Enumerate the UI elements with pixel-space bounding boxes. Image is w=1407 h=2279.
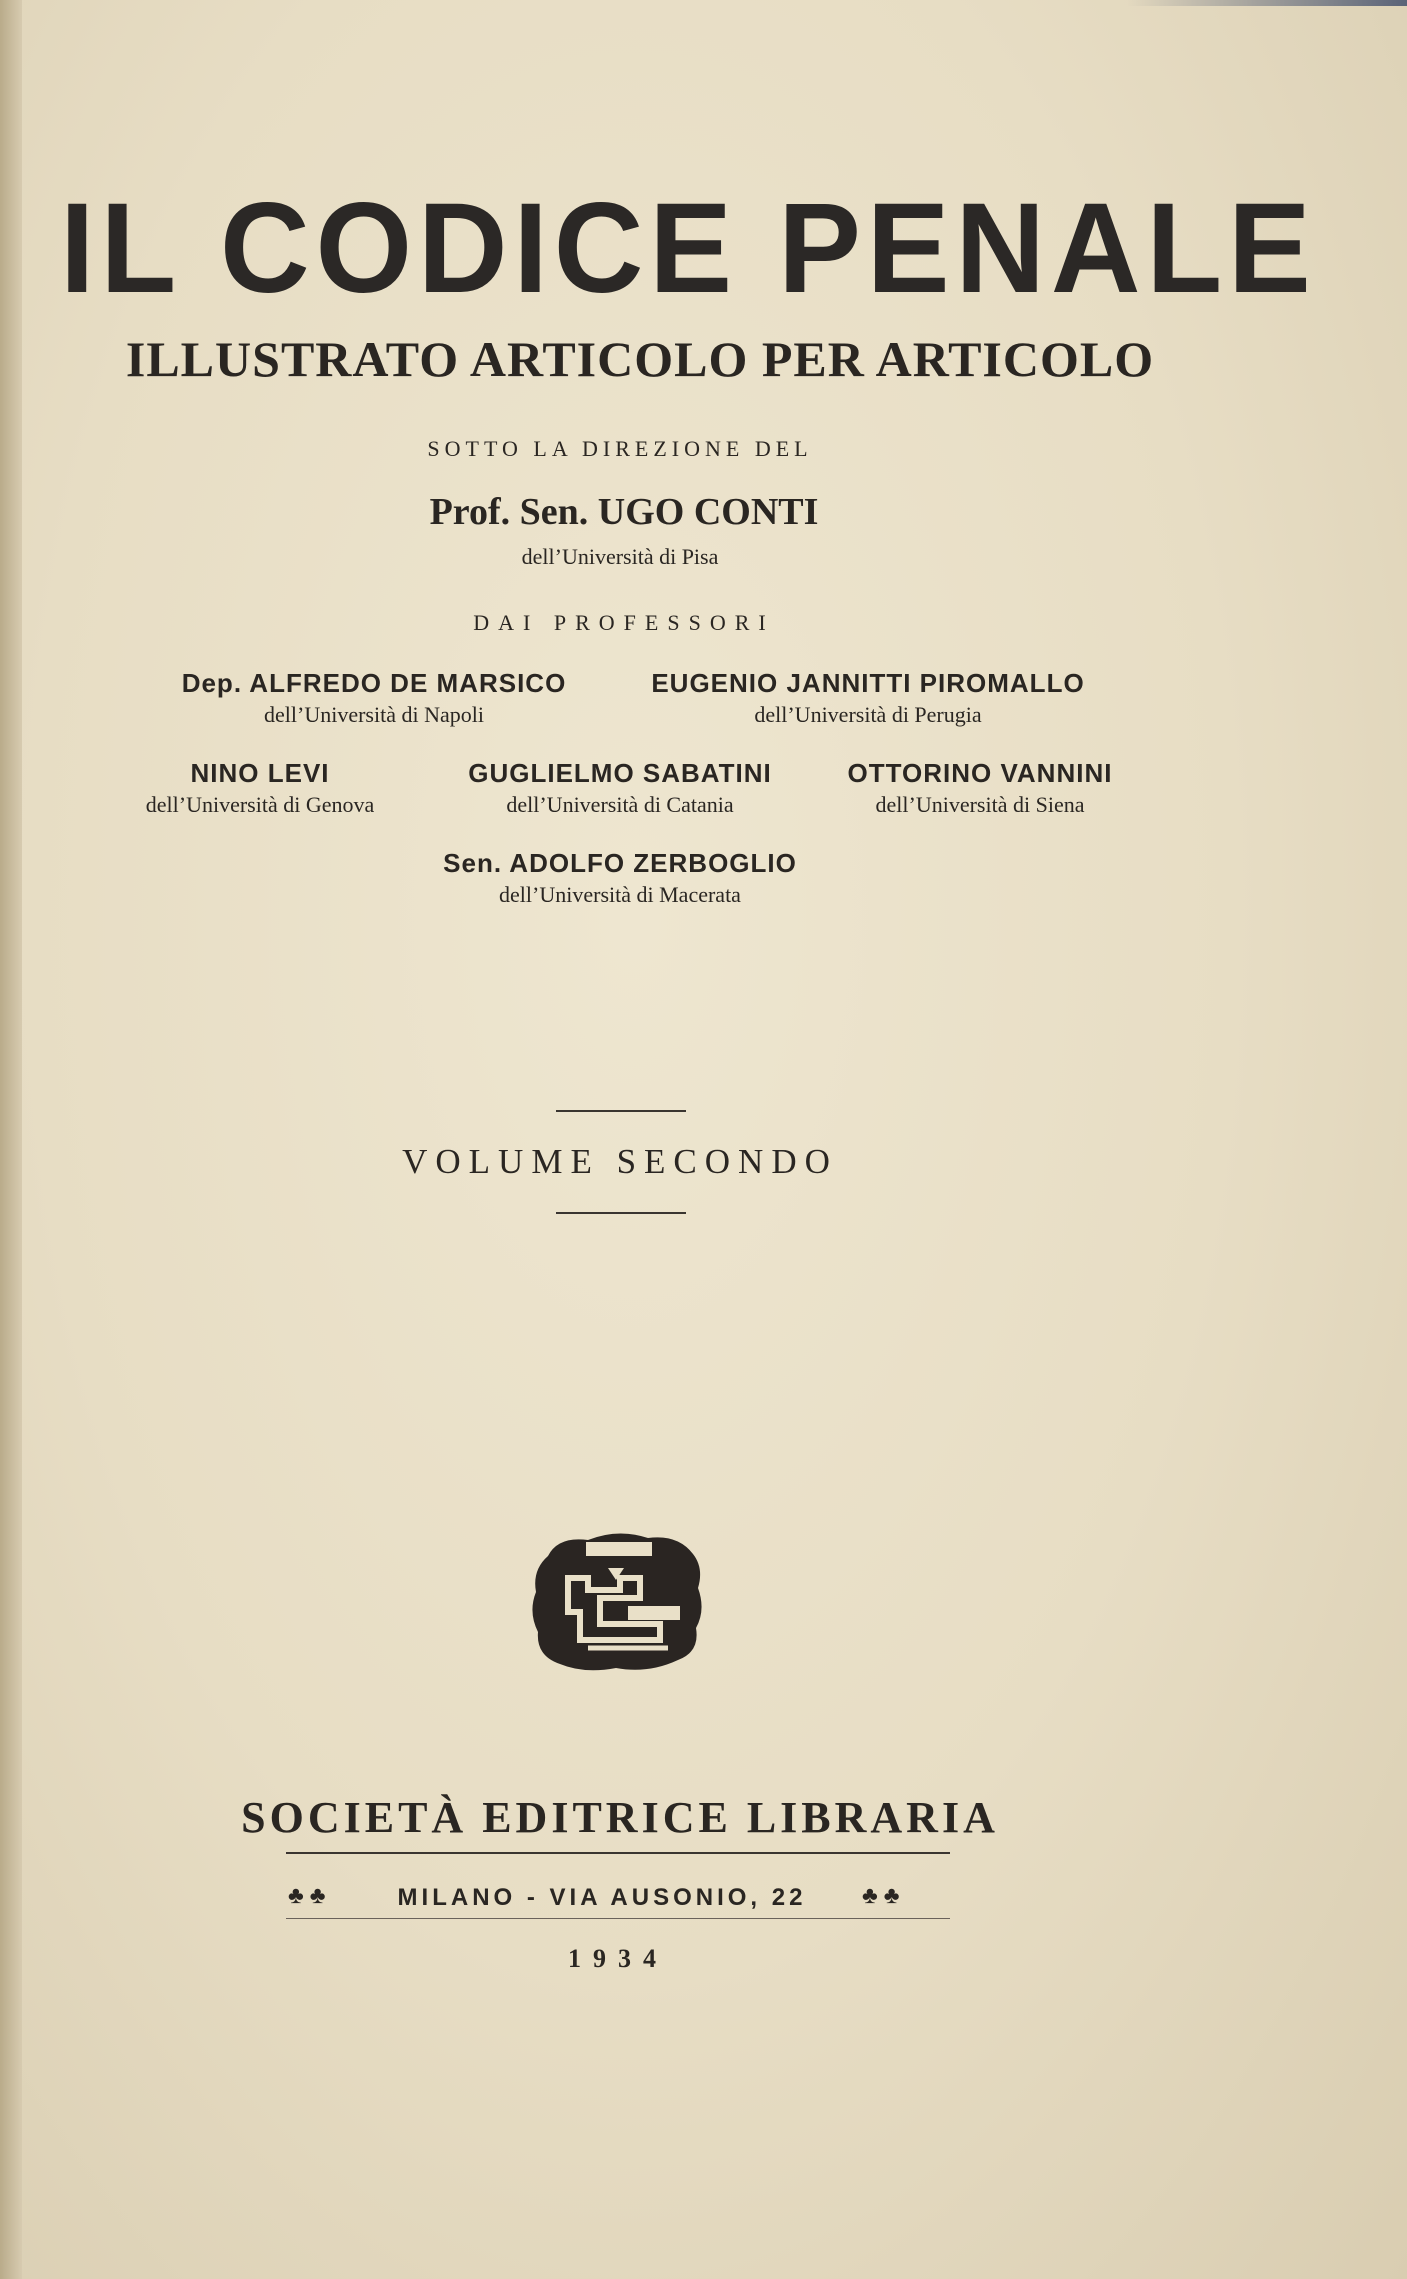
book-subtitle: ILLUSTRATO ARTICOLO PER ARTICOLO xyxy=(125,331,1155,387)
professor-name: OTTORINO VANNINI xyxy=(847,758,1113,788)
volume-label: VOLUME SECONDO xyxy=(402,1142,838,1181)
direction-intro: SOTTO LA DIREZIONE DEL xyxy=(427,436,813,461)
publisher-emblem-icon xyxy=(528,1528,706,1676)
professor-name: Dep. ALFREDO DE MARSICO xyxy=(181,668,567,698)
book-title: IL CODICE PENALE xyxy=(60,177,1317,320)
page-top-edge xyxy=(1127,0,1407,6)
professor-affiliation: dell’Università di Macerata xyxy=(499,882,741,907)
professor-affiliation: dell’Università di Napoli xyxy=(264,702,484,727)
director-name: Prof. Sen. UGO CONTI xyxy=(429,491,819,533)
professor-name: Sen. ADOLFO ZERBOGLIO xyxy=(443,848,797,878)
director-affiliation: dell’Università di Pisa xyxy=(521,544,719,569)
publisher-rule xyxy=(286,1852,950,1854)
page-spine-shadow xyxy=(0,0,22,2279)
professor-affiliation: dell’Università di Perugia xyxy=(754,702,982,727)
address-rule xyxy=(286,1918,950,1919)
club-ornament-icon: ♣ ♣ xyxy=(862,1883,900,1909)
club-ornament-icon: ♣ ♣ xyxy=(288,1883,326,1909)
publisher-name: SOCIETÀ EDITRICE LIBRARIA xyxy=(241,1793,999,1842)
volume-rule-top xyxy=(556,1110,686,1112)
professor-name: NINO LEVI xyxy=(190,758,330,788)
professors-intro: DAI PROFESSORI xyxy=(473,610,775,635)
professor-affiliation: dell’Università di Genova xyxy=(145,792,375,817)
publication-year: 1934 xyxy=(568,1944,668,1973)
publisher-address: MILANO - VIA AUSONIO, 22 xyxy=(397,1884,807,1911)
volume-rule-bottom xyxy=(556,1212,686,1214)
professor-affiliation: dell’Università di Siena xyxy=(875,792,1085,817)
professor-name: EUGENIO JANNITTI PIROMALLO xyxy=(651,668,1085,698)
professor-affiliation: dell’Università di Catania xyxy=(506,792,734,817)
professor-name: GUGLIELMO SABATINI xyxy=(468,758,772,788)
